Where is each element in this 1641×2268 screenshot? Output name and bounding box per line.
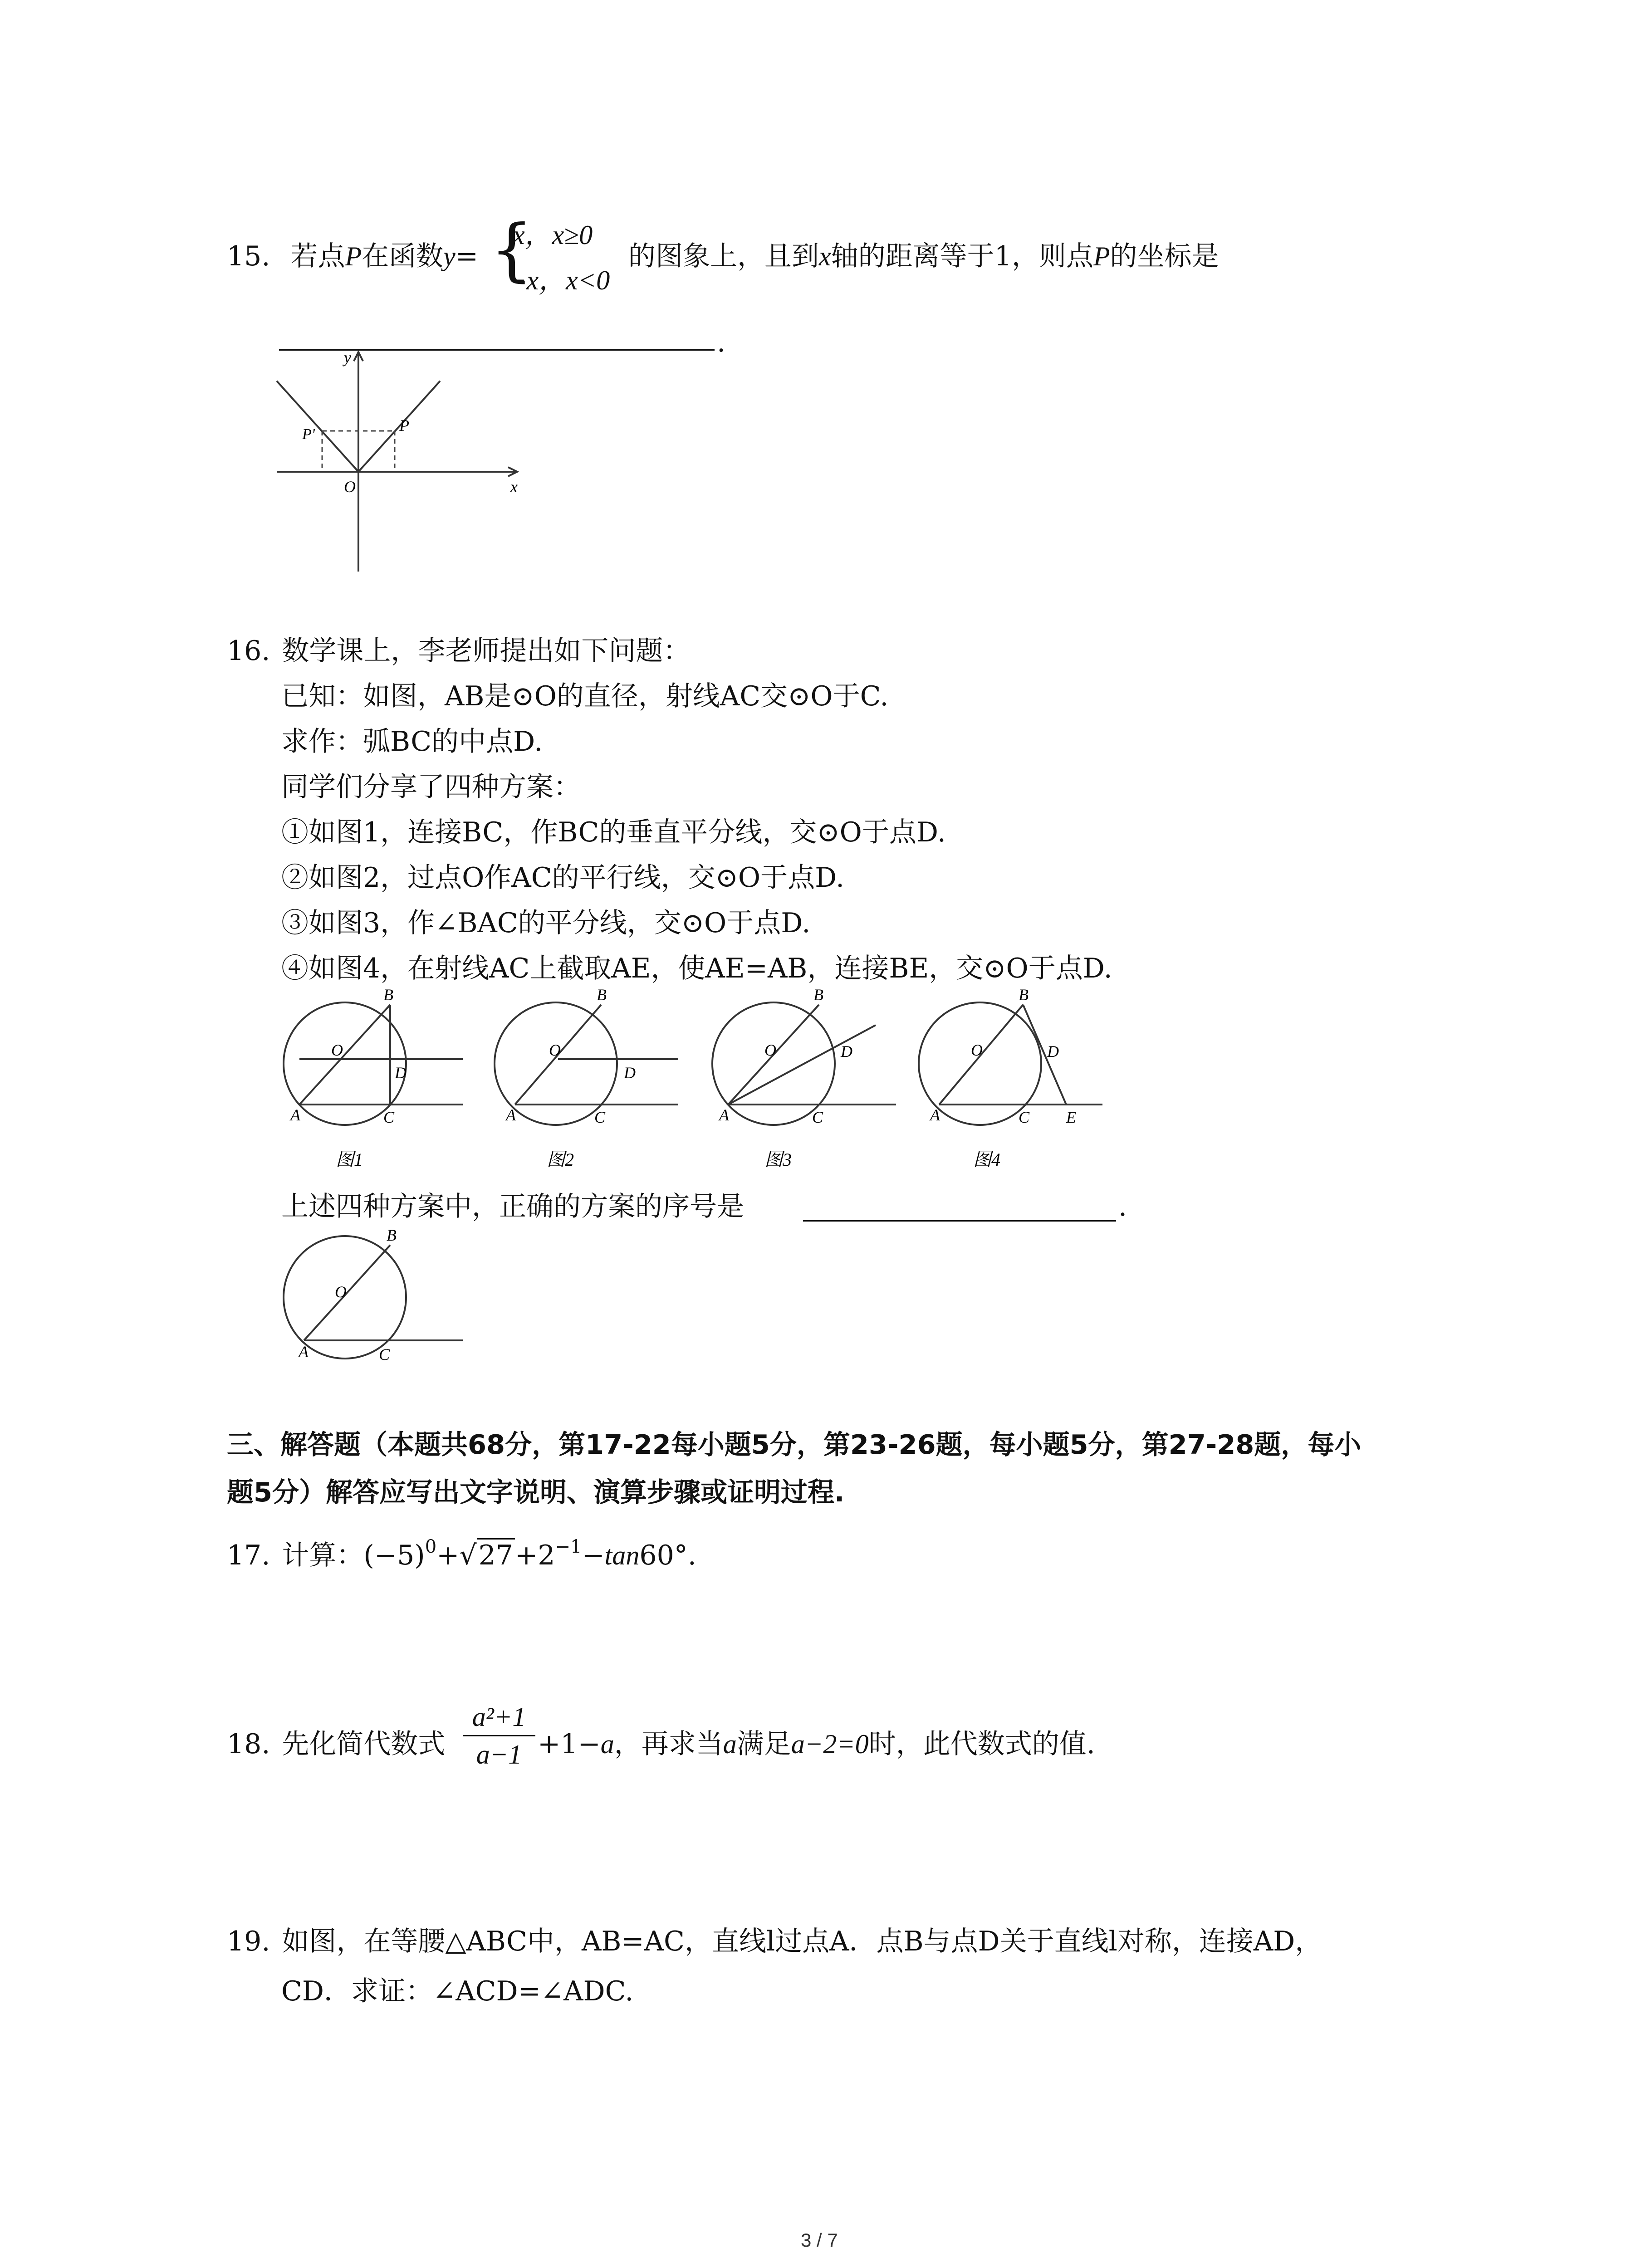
q16-option-2: ②如图2，过点O作AC的平行线，交⊙O于点D.	[281, 862, 845, 894]
fig2-label-a: A	[506, 1106, 516, 1124]
fig4-caption: 图4	[973, 1149, 1000, 1170]
fig1-label-c: C	[383, 1108, 395, 1126]
q15-line-cont: 的图象上，且到x轴的距离等于1，则点P的坐标是	[628, 240, 1219, 272]
q15-label-o: O	[344, 478, 356, 496]
fig2-label-b: B	[597, 986, 607, 1004]
q16-figure-2	[497, 986, 696, 1173]
fig4-label-b: B	[1019, 986, 1029, 1004]
fig1-label-o: O	[331, 1041, 343, 1059]
fig1-label-a: A	[290, 1106, 300, 1124]
fig3-label-c: C	[812, 1108, 823, 1126]
q19-line1: 19. 如图，在等腰△ABC中，AB=AC，直线l过点A．点B与点D关于直线l对称，连接AD，	[227, 1926, 1323, 1957]
q18-rest: +1−a，再求当a满足a−2=0时，此代数式的值.	[538, 1728, 1095, 1760]
q16-question: 上述四种方案中，正确的方案的序号是	[281, 1191, 744, 1222]
q16-intro: 同学们分享了四种方案：	[281, 771, 581, 803]
q18-numerator: a²+1	[472, 1702, 526, 1732]
q16-figure-3	[715, 986, 914, 1173]
q16-option-3: ③如图3，作∠BAC的平分线，交⊙O于点D.	[281, 907, 811, 939]
fig3-label-d: D	[841, 1042, 852, 1061]
q16-figure-4	[921, 986, 1121, 1173]
fig3-caption: 图3	[764, 1149, 792, 1170]
fig4-label-d: D	[1047, 1042, 1059, 1061]
small-label-c: C	[379, 1345, 390, 1364]
fig3-label-b: B	[813, 986, 823, 1004]
q15-number: 15.	[227, 240, 270, 272]
small-label-b: B	[387, 1226, 397, 1244]
section3-heading-line2: 题5分）解答应写出文字说明、演算步骤或证明过程.	[227, 1476, 845, 1508]
q15-case2: −x，x<0	[508, 265, 610, 295]
fig2-caption: 图2	[547, 1149, 574, 1170]
small-label-o: O	[335, 1283, 347, 1301]
fig1-caption: 图1	[336, 1149, 363, 1170]
q15-case1: x，x≥0	[513, 220, 593, 250]
q15-label-y: y	[344, 348, 351, 367]
section3-heading-line1: 三、解答题（本题共68分，第17-22每小题5分，第23-26题，每小题5分，第27-28题，每小	[227, 1429, 1362, 1460]
q15-period: .	[717, 327, 726, 358]
q16-small-figure	[281, 1226, 481, 1374]
q18-denominator: a−1	[476, 1740, 522, 1769]
fig2-label-d: D	[624, 1064, 636, 1082]
q15-label-p-prime: P'	[302, 426, 315, 443]
fig4-label-e: E	[1066, 1108, 1076, 1126]
q16-find: 求作：弧BC的中点D.	[281, 726, 543, 758]
q16-line1: 16. 数学课上，李老师提出如下问题：	[227, 635, 691, 667]
small-label-a: A	[299, 1343, 309, 1361]
q16-given: 已知：如图，AB是⊙O的直径，射线AC交⊙O于C.	[281, 680, 889, 712]
page-number: 3 / 7	[801, 2229, 838, 2251]
fig4-label-c: C	[1019, 1108, 1030, 1126]
fig1-label-d: D	[395, 1064, 407, 1082]
q16-figure-1	[281, 986, 481, 1173]
q16-answer-blank[interactable]	[803, 1220, 1116, 1222]
q16-period: .	[1118, 1191, 1127, 1222]
q17-line: 17. 计算：$(-5)^0+√27+2^{-1}-\tan 60^\circ$.	[227, 1536, 696, 1571]
q15-label-x: x	[510, 478, 518, 496]
q15-graph-figure	[272, 349, 526, 576]
fig1-label-b: B	[383, 986, 393, 1004]
fig3-label-a: A	[719, 1106, 729, 1124]
q15-label-p: P	[399, 416, 409, 435]
q18-fraction	[463, 1699, 535, 1773]
fig3-label-o: O	[764, 1041, 776, 1059]
q15-brace: {	[490, 210, 534, 289]
q16-option-4: ④如图4，在射线AC上截取AE，使AE=AB，连接BE，交⊙O于点D.	[281, 953, 1112, 984]
fig2-label-c: C	[594, 1108, 606, 1126]
q16-option-1: ①如图1，连接BC，作BC的垂直平分线，交⊙O于点D.	[281, 816, 946, 848]
q18-lead: 18. 先化简代数式	[227, 1728, 446, 1760]
fig4-label-a: A	[930, 1106, 940, 1124]
q15-line: 15. 若点P在函数y=	[227, 240, 479, 272]
fig4-label-o: O	[971, 1041, 983, 1059]
fig2-label-o: O	[549, 1041, 561, 1059]
q19-line2: CD．求证：∠ACD=∠ADC.	[281, 1975, 634, 2007]
